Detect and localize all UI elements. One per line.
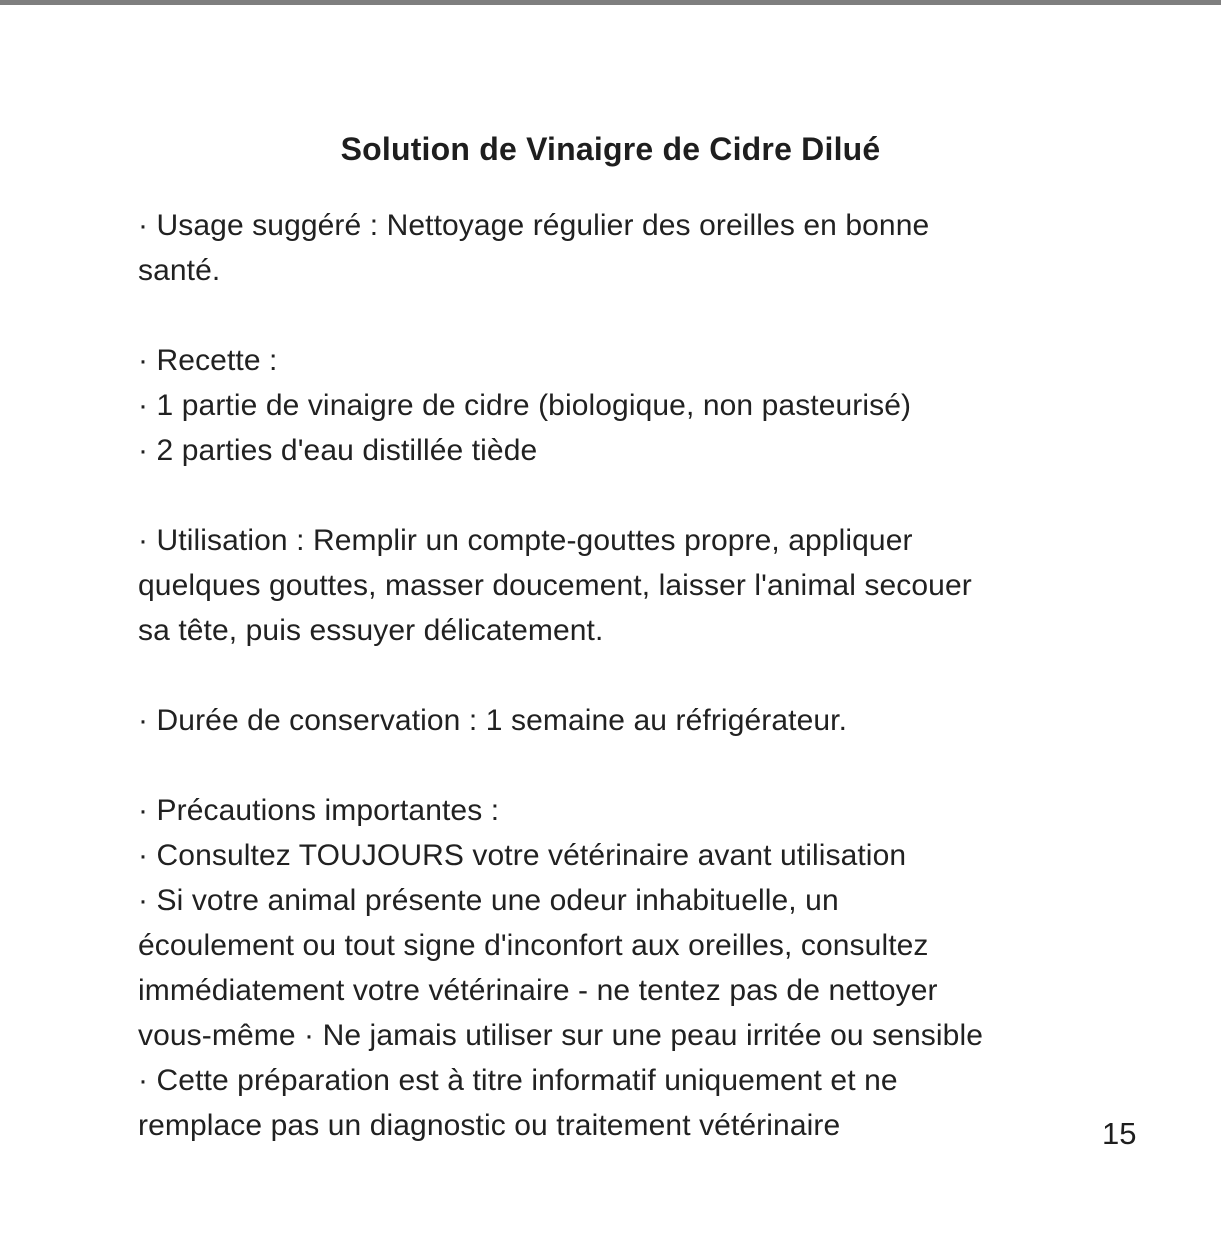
window-top-edge-bar xyxy=(0,0,1221,5)
text-line: · 2 parties d'eau distillée tiède xyxy=(138,434,538,467)
paragraph-block xyxy=(138,338,1098,473)
text-line: quelques gouttes, masser doucement, laisser l'animal secouer xyxy=(138,569,972,602)
paragraph-block xyxy=(138,518,1098,653)
text-line: · Usage suggéré : Nettoyage régulier des oreilles en bonne xyxy=(138,209,930,242)
text-line: · 1 partie de vinaigre de cidre (biologique, non pasteurisé) xyxy=(138,389,912,422)
paragraph-block xyxy=(138,788,1098,1148)
text-line: · Précautions importantes : xyxy=(138,794,500,827)
paragraph-block xyxy=(138,203,1098,293)
page-title: Solution de Vinaigre de Cidre Dilué xyxy=(340,131,881,168)
text-line: · Utilisation : Remplir un compte-gouttes propre, appliquer xyxy=(138,524,913,557)
document-body xyxy=(138,203,1098,1193)
paragraph-block xyxy=(138,698,1098,743)
text-line: · Consultez TOUJOURS votre vétérinaire avant utilisation xyxy=(138,839,907,872)
text-line: écoulement ou tout signe d'inconfort aux oreilles, consultez xyxy=(138,929,929,962)
text-line: santé. xyxy=(138,254,221,287)
text-line: · Cette préparation est à titre informatif uniquement et ne xyxy=(138,1064,898,1097)
text-line: · Durée de conservation : 1 semaine au réfrigérateur. xyxy=(138,704,848,737)
text-line: · Si votre animal présente une odeur inhabituelle, un xyxy=(138,884,839,917)
text-line: sa tête, puis essuyer délicatement. xyxy=(138,614,604,647)
page-number: 15 xyxy=(1102,1116,1137,1151)
text-line: vous-même · Ne jamais utiliser sur une peau irritée ou sensible xyxy=(138,1019,983,1052)
text-line: remplace pas un diagnostic ou traitement vétérinaire xyxy=(138,1109,841,1142)
text-line: immédiatement votre vétérinaire - ne tentez pas de nettoyer xyxy=(138,974,938,1007)
text-line: · Recette : xyxy=(138,344,278,377)
